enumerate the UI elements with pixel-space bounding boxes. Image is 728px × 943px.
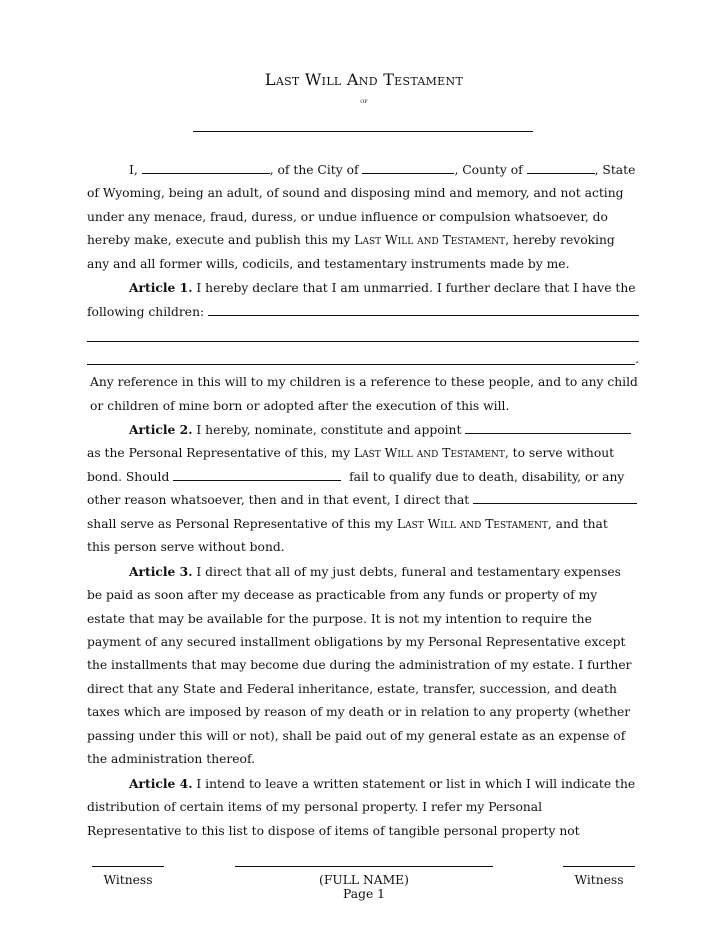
article-1-text: I hereby declare that I am unmarried. I further declare that I have the [196,281,636,296]
article-2-heading: Article 2. [129,421,193,437]
intro-lwt: Last Will and Testament [354,233,506,248]
article-3-text: I direct that all of my just debts, funeral and testamentary expenses be paid as soon after my decease as practicable from any funds or property of my estate that may be available for the purpose. It is not my intention to require the payment of any secured installment obligations by my Personal Representative except the installments that may become due during the administration of my estate. I further direct that any State and Federal inheritance, estate, transfer, succession, and death taxes which are imposed by reason of my death or in relation to any property (whether passing under this will or not), shall be paid out of my general estate as an expense of the administration thereof. [87,564,632,767]
intro-text: of Wyoming, being an adult, of sound and disposing mind and memory, and not acting under any menace, fraud, duress, or undue influence or compulsion whatsoever, do hereby make, execute and publish this my [87,186,624,248]
children-blank-2[interactable] [87,329,639,342]
page-number: Page 1 [343,887,385,901]
children-blank-1[interactable] [208,303,639,316]
intro-i: I, [129,163,138,177]
article-3 [87,560,639,772]
article-2-lwt: Last Will and Testament [353,446,505,461]
document-body [87,159,639,843]
article-2-line-5 [87,513,639,536]
article-4-text: I intend to leave a written statement or list in which I will indicate the distribution of certain items of my personal property. I refer my Personal Representative to this list to dispose of items of tangible personal property not [87,776,636,838]
of-label: of [360,97,368,105]
city-blank[interactable] [362,161,454,174]
article-2-line2a: as the Personal Representative of this, my [87,446,354,461]
article-2-line-6: this person serve without bond. [87,540,285,555]
appoint-blank[interactable] [465,421,631,434]
witness-right-line[interactable] [563,866,635,867]
intro-state-label: , State [594,163,636,177]
article-2-lwt-2: Last Will and Testament [396,516,548,531]
document-title: Last Will And Testament [264,70,464,89]
alternate-blank[interactable] [473,491,637,504]
article-2-line-2 [87,442,639,465]
article-2-line3b: fail to qualify due to death, disability, or any [349,469,625,484]
article-2-line3a: bond. Should [87,469,170,484]
full-name-line[interactable] [235,866,493,867]
article-2-line2b: , to serve without [504,446,615,461]
witness-left-label: Witness [103,873,153,887]
children-line-3 [87,348,639,371]
full-name-label: (FULL NAME) [319,873,409,887]
children-period: . [635,351,639,366]
intro-text-end: , hereby revoking any and all former wills, codicils, and testamentary instruments made by me. [87,233,615,271]
children-line [87,301,639,324]
witness-right-label: Witness [574,873,624,887]
children-blank-3[interactable] [87,352,635,365]
article-2-line4: other reason whatsoever, then and in that event, I direct that [87,493,470,508]
testator-name-line[interactable] [193,131,533,132]
children-label: following children: [87,304,205,319]
page-footer [0,866,728,926]
should-blank[interactable] [173,468,341,481]
witness-left-line[interactable] [92,866,164,867]
article-2-line-1 [87,418,639,442]
article-3-heading: Article 3. [129,563,193,579]
article-4-heading: Article 4. [129,775,193,791]
county-blank[interactable] [527,161,595,174]
article-1-after: Any reference in this will to my children is a reference to these people, and to any child or children of mine born or adopted after the execution of this will. [90,375,638,413]
article-2-line-4 [87,489,639,512]
intro-paragraph [87,159,639,276]
intro-city-label: , of the City of [269,163,359,177]
article-1-heading: Article 1. [129,280,193,296]
intro-county-label: , County of [454,163,523,177]
name-blank[interactable] [142,161,270,174]
article-2-line-3 [87,466,639,489]
article-2-line5b: , and that [547,516,608,531]
article-2-line5a: shall serve as Personal Representative of this my [87,516,397,531]
article-2-text: I hereby, nominate, constitute and appoint [196,422,462,437]
article-4 [87,772,639,843]
article-1 [87,276,639,300]
children-line-2 [87,324,639,347]
